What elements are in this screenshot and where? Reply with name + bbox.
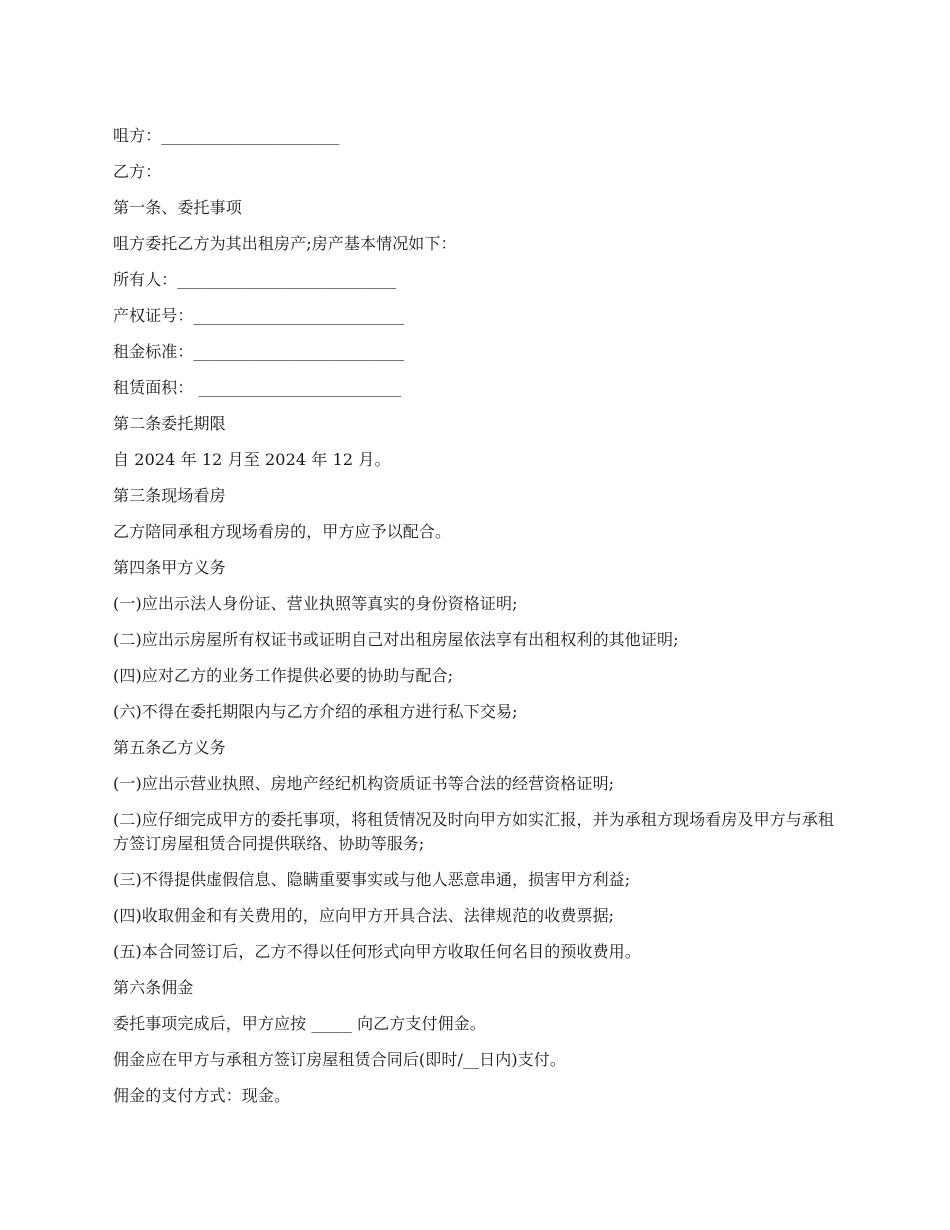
article-2-text: 自 2024 年 12 月至 2024 年 12 月。 [113, 450, 391, 469]
article-4-heading: 第四条甲方义务 [113, 558, 226, 577]
article-4-item-6: (六)不得在委托期限内与乙方介绍的承租方进行私下交易; [113, 702, 518, 721]
article-4-item-1: (一)应出示法人身份证、营业执照等真实的身份资格证明; [113, 594, 518, 613]
article-3-text: 乙方陪同承租方现场看房的，甲方应予以配合。 [113, 522, 452, 541]
article-5-item-2: (二)应仔细完成甲方的委托事项，将租赁情况及时向甲方如实汇报，并为承租方现场看房及甲方与承租方签订房屋租赁合同提供联络、协助等服务; [113, 810, 835, 853]
article-4-item-4: (四)应对乙方的业务工作提供必要的协助与配合; [113, 666, 454, 685]
article-6-text-2: 佣金应在甲方与承租方签订房屋租赁合同后(即时/__日内)支付。 [113, 1050, 566, 1069]
article-1-text: 咀方委托乙方为其出租房产;房产基本情况如下： [113, 234, 457, 253]
article-1-heading: 第一条、委托事项 [113, 198, 242, 217]
article-3-heading: 第三条现场看房 [113, 486, 226, 505]
article-5-item-1: (一)应出示营业执照、房地产经纪机构资质证书等合法的经营资格证明; [113, 774, 615, 793]
article-5-item-3: (三)不得提供虚假信息、隐瞒重要事实或与他人恶意串通，损害甲方利益; [113, 870, 631, 889]
article-5-item-4: (四)收取佣金和有关费用的，应向甲方开具合法、法律规范的收费票据; [113, 906, 615, 925]
property-cert-line: 产权证号：__________________________ [113, 306, 405, 325]
article-6-text-1: 委托事项完成后，甲方应按 _____ 向乙方支付佣金。 [113, 1014, 486, 1033]
article-6-heading: 第六条佣金 [113, 978, 194, 997]
article-5-item-5: (五)本合同签订后，乙方不得以任何形式向甲方收取任何名目的预收费用。 [113, 942, 641, 961]
article-6-text-3: 佣金的支付方式：现金。 [113, 1086, 291, 1105]
document-body [113, 124, 843, 1120]
party-b-line: 乙方： [113, 162, 162, 181]
article-5-heading: 第五条乙方义务 [113, 738, 226, 757]
owner-line: 所有人：___________________________ [113, 270, 397, 289]
party-a-line: 咀方：______________________ [113, 126, 340, 145]
rental-area-line: 租赁面积： _________________________ [113, 378, 402, 397]
rent-standard-line: 租金标准：__________________________ [113, 342, 405, 361]
article-4-item-2: (二)应出示房屋所有权证书或证明自己对出租房屋依法享有出租权利的其他证明; [113, 630, 679, 649]
article-2-heading: 第二条委托期限 [113, 414, 226, 433]
